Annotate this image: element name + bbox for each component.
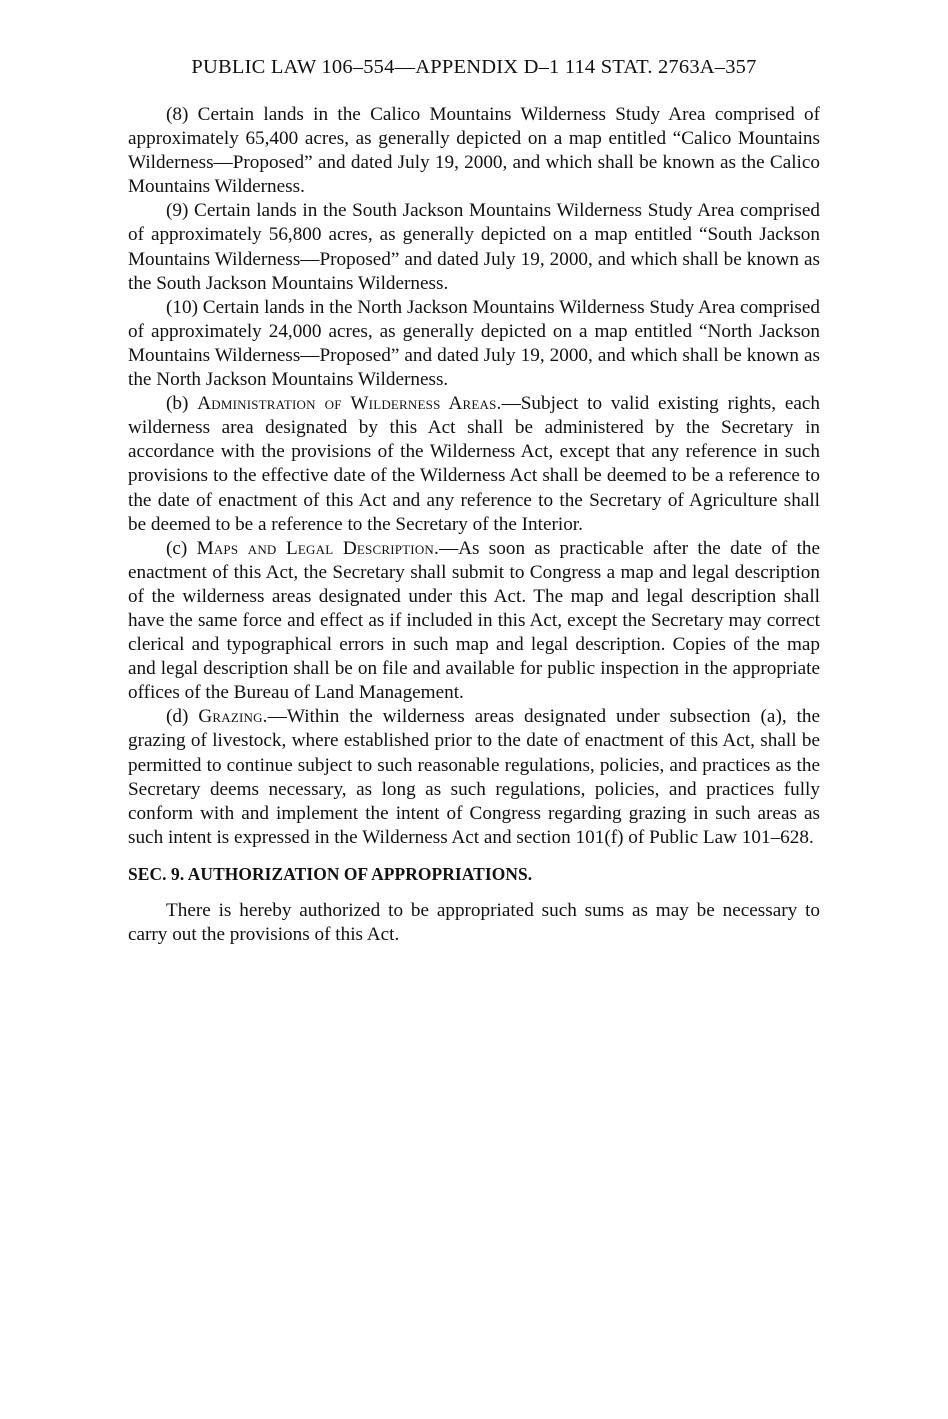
subsection-c-text: —As soon as practicable after the date of the enactment of this Act, the Secretary shall submit to Congress a map and legal description of the wilderness areas designated under this Act. The map and legal description shall have the same force and effect as if included in this Act, except the Secretary may correct clerical and typographical errors in such map and legal description. Copies of the map and legal description shall be on file and available for public inspection in the appropriate offices of the Bureau of Land Management.: [128, 537, 821, 704]
paragraph-9: (9) Certain lands in the South Jackson Mountains Wilderness Study Area comprised of approximately 56,800 acres, as generally depicted on a map entitled “South Jackson Mountains Wilderness—Proposed” and dated July 19, 2000, and which shall be known as the South Jackson Mountains Wilderness.: [128, 200, 820, 294]
subsection-d-text: —Within the wilderness areas designated under subsection (a), the grazing of livestock, where established prior to the date of enactment of this Act, shall be permitted to continue subject to such reasonable regulations, policies, and practices as the Secretary deems necessary, as long as such regulations, policies, and practices fully conform with and implement the intent of Congress regarding grazing in such areas as such intent is expressed in the Wilderness Act and section 101(f) of Public Law 101–628.: [128, 706, 820, 848]
subsection-c: [128, 537, 820, 706]
paragraph-8: (8) Certain lands in the Calico Mountains Wilderness Study Area comprised of approximately 65,400 acres, as generally depicted on a map entitled “Calico Mountains Wilderness—Proposed” and dated July 19, 2000, and which shall be known as the Calico Mountains Wilderness.: [128, 104, 820, 198]
subsection-c-heading: Maps and Legal Description.: [196, 537, 440, 559]
subsection-d: [128, 705, 820, 850]
running-head: PUBLIC LAW 106–554—APPENDIX D–1 114 STAT. 2763A–357: [191, 56, 757, 78]
section-heading: SEC. 9. AUTHORIZATION OF APPROPRIATIONS.: [128, 863, 533, 884]
subsection-b-text: —Subject to valid existing rights, each wilderness area designated by this Act shall be administered by the Secretary in accordance with the provisions of the Wilderness Act, except that any reference in such provisions to the effective date of the Wilderness Act shall be deemed to be a reference to the date of enactment of this Act and any reference to the Secretary of Agriculture shall be deemed to be a reference to the Secretary of the Interior.: [128, 393, 821, 535]
subsection-d-marker: (d): [166, 706, 189, 728]
subsection-b-marker: (b): [166, 393, 189, 415]
paragraph-10: (10) Certain lands in the North Jackson Mountains Wilderness Study Area comprised of approximately 24,000 acres, as generally depicted on a map entitled “North Jackson Mountains Wilderness—Proposed” and dated July 19, 2000, and which shall be known as the North Jackson Mountains Wilderness.: [128, 296, 820, 391]
subsection-b: [128, 392, 820, 537]
subsection-c-marker: (c): [166, 537, 188, 559]
subsection-b-heading: Administration of Wilderness Areas.: [197, 393, 502, 415]
body-column: [128, 103, 820, 947]
section-body: There is hereby authorized to be appropriated such sums as may be necessary to carry out the provisions of this Act.: [128, 899, 820, 945]
subsection-d-heading: Grazing.: [198, 706, 268, 728]
